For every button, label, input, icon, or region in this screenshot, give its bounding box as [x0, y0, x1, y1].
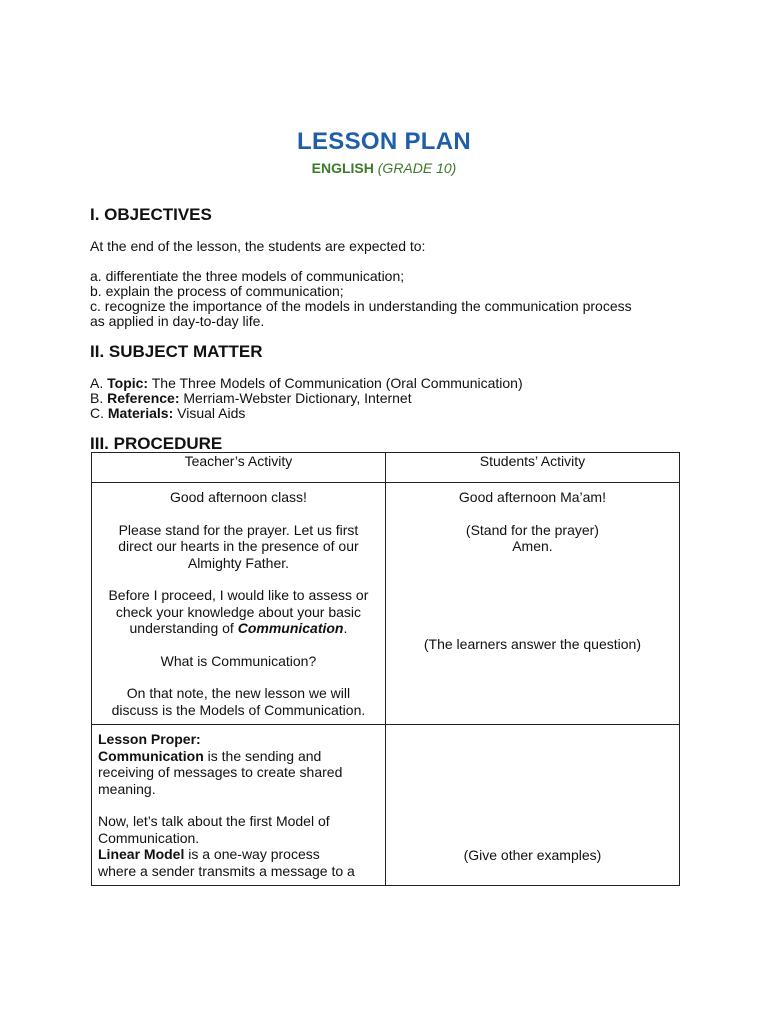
- subject-matter-list: [90, 376, 690, 421]
- communication-definition-line: meaning.: [98, 780, 156, 797]
- first-model-line: Communication.: [98, 829, 200, 846]
- objective-item: a. differentiate the three models of communication;: [90, 268, 405, 284]
- objective-item: c. recognize the importance of the models in understanding the communication process: [90, 298, 632, 314]
- reference-label: Reference:: [107, 390, 180, 406]
- subject-label: ENGLISH: [311, 160, 374, 176]
- teacher-activity-header: Teacher’s Activity: [92, 453, 386, 483]
- assessment-text: understanding of: [129, 620, 238, 636]
- materials-prefix: C.: [90, 405, 108, 421]
- topic-label: Topic:: [107, 375, 149, 391]
- reference-prefix: B.: [90, 390, 108, 406]
- objectives-heading: I. OBJECTIVES: [90, 205, 212, 224]
- teacher-note: [98, 685, 379, 718]
- students-greeting: Good afternoon Ma’am!: [458, 489, 606, 505]
- teacher-prayer-line: Almighty Father.: [187, 554, 290, 571]
- first-model-line: Now, let’s talk about the first Model of: [98, 813, 330, 829]
- teacher-note-line: discuss is the Models of Communication.: [111, 701, 366, 718]
- linear-model-line: where a sender transmits a message to a: [98, 862, 355, 879]
- objectives-list: [90, 269, 690, 329]
- materials-value: Visual Aids: [173, 405, 246, 421]
- teacher-assessment-line: check your knowledge about your basic: [115, 603, 362, 620]
- topic-value: The Three Models of Communication (Oral Communication): [148, 375, 523, 391]
- page-title: LESSON PLAN: [297, 128, 471, 155]
- reference-value: Merriam-Webster Dictionary, Internet: [179, 390, 412, 406]
- students-prayer: [392, 522, 673, 555]
- page-subtitle: [0, 160, 768, 176]
- table-row: [92, 483, 680, 725]
- teacher-assessment-line: Before I proceed, I would like to assess or: [108, 587, 369, 603]
- teacher-assessment-line: [98, 620, 379, 637]
- students-activity-cell: [385, 483, 679, 725]
- topic-line: [90, 376, 690, 391]
- teacher-question: What is Communication?: [160, 652, 317, 669]
- reference-line: [90, 391, 690, 406]
- teacher-activity-cell: [92, 725, 386, 886]
- communication-definition-term: Communication: [98, 747, 204, 764]
- teacher-activity-cell: [92, 483, 386, 725]
- procedure-table: [91, 452, 680, 886]
- procedure-heading: III. PROCEDURE: [90, 434, 223, 453]
- teacher-prayer-line: direct our hearts in the presence of our: [118, 538, 359, 554]
- table-header-row: [92, 453, 680, 483]
- linear-model-text: is a one-way process: [184, 846, 320, 862]
- students-answer: (The learners answer the question): [423, 635, 641, 652]
- topic-prefix: A.: [90, 375, 108, 391]
- materials-line: [90, 406, 690, 421]
- communication-definition-line: [98, 748, 379, 765]
- communication-definition-line: receiving of messages to create shared: [98, 764, 343, 780]
- communication-definition-text: is the sending and: [203, 747, 322, 764]
- students-prayer-line: Amen.: [512, 538, 553, 554]
- teacher-note-line: On that note, the new lesson we will: [126, 685, 351, 701]
- teacher-assessment: [98, 587, 379, 637]
- communication-term: Communication: [237, 620, 344, 636]
- teacher-greeting: Good afternoon class!: [169, 489, 307, 505]
- students-examples: (Give other examples): [463, 847, 602, 863]
- lesson-proper-text: Lesson Proper:: [98, 731, 201, 747]
- assessment-period: .: [343, 620, 348, 636]
- students-activity-cell: [385, 725, 679, 886]
- teacher-prayer-line: Please stand for the prayer. Let us first: [118, 521, 359, 538]
- lesson-proper-label: [98, 731, 379, 748]
- teacher-prayer: [98, 522, 379, 572]
- linear-model-line: [98, 846, 379, 863]
- materials-label: Materials:: [107, 405, 174, 421]
- students-activity-header: Students’ Activity: [385, 453, 679, 483]
- objective-item: as applied in day-to-day life.: [90, 313, 265, 329]
- table-row: [92, 725, 680, 886]
- subject-matter-heading: II. SUBJECT MATTER: [90, 342, 263, 361]
- linear-model-term: Linear Model: [98, 846, 185, 862]
- students-prayer-line: (Stand for the prayer): [465, 521, 599, 538]
- objective-item: b. explain the process of communication;: [90, 283, 344, 299]
- grade-label: (GRADE 10): [377, 160, 457, 176]
- objectives-intro: At the end of the lesson, the students are expected to:: [90, 238, 426, 254]
